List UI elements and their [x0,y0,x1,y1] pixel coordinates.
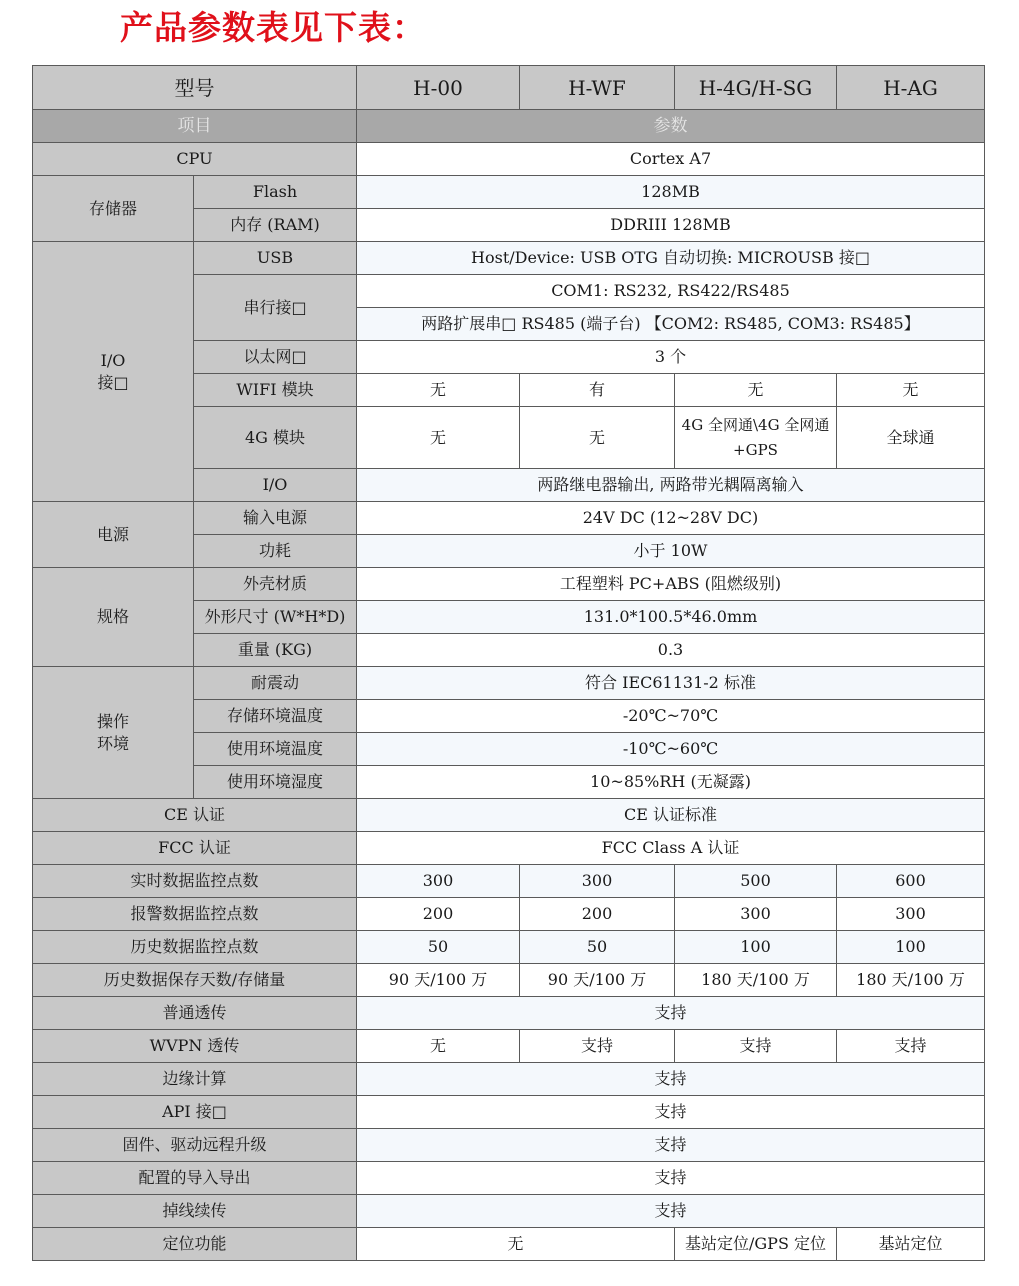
row-value: 两路扩展串□ RS485 (端子台) 【COM2: RS485, COM3: RS485】 [357,308,985,341]
row-value: 128MB [357,176,985,209]
row-value: -10℃~60℃ [357,733,985,766]
row-value: 全球通 [837,407,985,469]
spec-table [32,65,985,1261]
row-label: CPU [33,143,357,176]
row-value: 300 [520,865,675,898]
row-value: 100 [837,931,985,964]
row-label: 历史数据保存天数/存储量 [33,964,357,997]
row-value: 300 [837,898,985,931]
row-value: 100 [675,931,837,964]
row-label: API 接□ [33,1096,357,1129]
header-model-h4g: H-4G/H-SG [675,66,837,110]
row-value: 4G 全网通\4G 全网通 +GPS [675,407,837,469]
table-row [33,931,985,964]
row-value: 300 [357,865,520,898]
row-value: 24V DC (12~28V DC) [357,502,985,535]
row-label: USB [194,242,357,275]
row-value: 支持 [357,1096,985,1129]
group-label: 存储器 [33,176,194,242]
table-row [33,964,985,997]
row-value: 300 [675,898,837,931]
row-label: Flash [194,176,357,209]
row-value: 90 天/100 万 [357,964,520,997]
row-value: 90 天/100 万 [520,964,675,997]
row-label: 使用环境温度 [194,733,357,766]
row-value: 支持 [675,1030,837,1063]
row-label: 外形尺寸 (W*H*D) [194,601,357,634]
row-label: 普通透传 [33,997,357,1030]
table-row [33,242,985,275]
table-row [33,568,985,601]
row-value: Host/Device: USB OTG 自动切换: MICROUSB 接□ [357,242,985,275]
row-value: 180 天/100 万 [675,964,837,997]
row-label: 重量 (KG) [194,634,357,667]
row-value: 支持 [837,1030,985,1063]
row-label: 功耗 [194,535,357,568]
table-header-row [33,66,985,110]
row-label: 耐震动 [194,667,357,700]
table-row [33,502,985,535]
row-value: 小于 10W [357,535,985,568]
row-value: 基站定位/GPS 定位 [675,1228,837,1261]
row-value: 无 [675,374,837,407]
subheader-param: 参数 [357,110,985,143]
row-label: 定位功能 [33,1228,357,1261]
group-label: 操作 环境 [33,667,194,799]
row-label: 历史数据监控点数 [33,931,357,964]
row-value: 无 [520,407,675,469]
row-value: 有 [520,374,675,407]
table-row [33,832,985,865]
row-label: CE 认证 [33,799,357,832]
row-value: 131.0*100.5*46.0mm [357,601,985,634]
row-value: 支持 [357,1162,985,1195]
row-label: 4G 模块 [194,407,357,469]
row-label: 外壳材质 [194,568,357,601]
row-value: 无 [357,1228,675,1261]
row-value: 200 [520,898,675,931]
row-value: 两路继电器输出, 两路带光耦隔离输入 [357,469,985,502]
row-label: 掉线续传 [33,1195,357,1228]
header-model: 型号 [33,66,357,110]
row-value: 180 天/100 万 [837,964,985,997]
row-value: 无 [357,1030,520,1063]
row-value: 工程塑料 PC+ABS (阻燃级别) [357,568,985,601]
row-value: 600 [837,865,985,898]
row-label: 内存 (RAM) [194,209,357,242]
group-label: I/O 接□ [33,242,194,502]
table-row [33,1063,985,1096]
row-value: 支持 [357,1195,985,1228]
row-value: DDRIII 128MB [357,209,985,242]
row-label: 配置的导入导出 [33,1162,357,1195]
page-heading: 产品参数表见下表： [120,8,426,47]
group-label: 规格 [33,568,194,667]
row-label: FCC 认证 [33,832,357,865]
row-value: COM1: RS232, RS422/RS485 [357,275,985,308]
table-row [33,898,985,931]
table-row [33,143,985,176]
row-value: 50 [357,931,520,964]
subheader-item: 项目 [33,110,357,143]
row-value: 500 [675,865,837,898]
table-row [33,1228,985,1261]
table-subheader-row [33,110,985,143]
table-row [33,176,985,209]
row-value: 支持 [520,1030,675,1063]
row-value: Cortex A7 [357,143,985,176]
table-row [33,1096,985,1129]
header-model-hag: H-AG [837,66,985,110]
table-row [33,997,985,1030]
header-model-h00: H-00 [357,66,520,110]
row-label: 固件、驱动远程升级 [33,1129,357,1162]
row-label: 边缘计算 [33,1063,357,1096]
header-model-hwf: H-WF [520,66,675,110]
row-value: FCC Class A 认证 [357,832,985,865]
row-value: 0.3 [357,634,985,667]
row-value: -20℃~70℃ [357,700,985,733]
row-label: 输入电源 [194,502,357,535]
row-value: 支持 [357,997,985,1030]
row-label: I/O [194,469,357,502]
row-value: 无 [357,374,520,407]
table-row [33,667,985,700]
row-label: 报警数据监控点数 [33,898,357,931]
row-value: 10~85%RH (无凝露) [357,766,985,799]
row-value: 200 [357,898,520,931]
row-value: 无 [357,407,520,469]
row-value: 无 [837,374,985,407]
table-row [33,799,985,832]
table-row [33,1129,985,1162]
table-row [33,1162,985,1195]
table-row [33,1030,985,1063]
row-value: 3 个 [357,341,985,374]
row-label: 实时数据监控点数 [33,865,357,898]
row-label: WIFI 模块 [194,374,357,407]
row-label: 存储环境温度 [194,700,357,733]
row-label: WVPN 透传 [33,1030,357,1063]
row-value: 支持 [357,1129,985,1162]
group-label: 电源 [33,502,194,568]
row-label: 串行接□ [194,275,357,341]
row-label: 使用环境湿度 [194,766,357,799]
table-row [33,865,985,898]
row-value: 符合 IEC61131-2 标准 [357,667,985,700]
row-value: 支持 [357,1063,985,1096]
row-label: 以太网□ [194,341,357,374]
row-value: CE 认证标准 [357,799,985,832]
table-row [33,1195,985,1228]
row-value: 50 [520,931,675,964]
row-value: 基站定位 [837,1228,985,1261]
